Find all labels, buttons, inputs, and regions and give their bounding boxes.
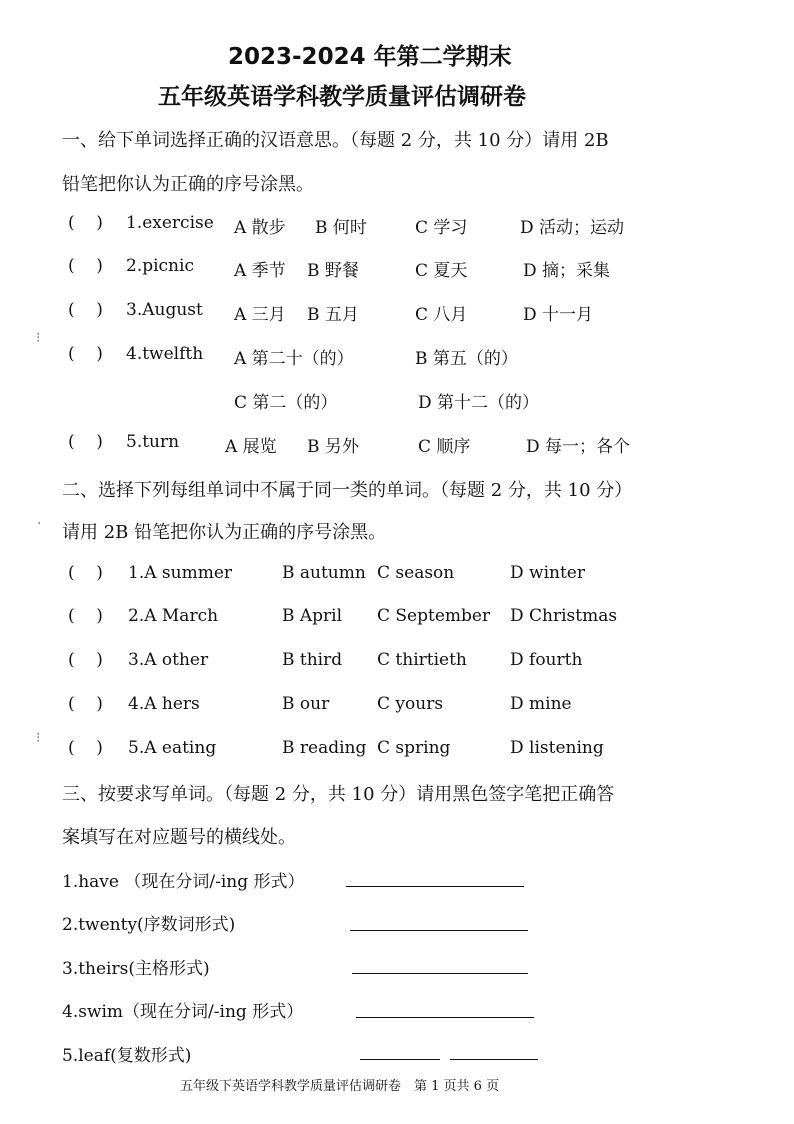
- option-c: C 第二（的）: [234, 393, 338, 413]
- option-d: D 每一；各个: [526, 437, 631, 457]
- option-a: A 展览: [225, 437, 277, 457]
- option-b: B autumn: [282, 563, 366, 583]
- option-a: A 三月: [234, 305, 286, 325]
- answer-blank[interactable]: [450, 1059, 538, 1060]
- option-c: C September: [377, 606, 491, 626]
- question-stem: 5.A eating: [128, 738, 217, 758]
- option-c: C spring: [377, 738, 451, 758]
- option-b: B 何时: [315, 218, 367, 238]
- answer-paren[interactable]: ( ): [68, 344, 103, 364]
- answer-paren[interactable]: ( ): [68, 738, 103, 758]
- answer-blank[interactable]: [346, 886, 524, 887]
- option-b: B our: [282, 694, 330, 714]
- option-b: B 第五（的）: [415, 349, 518, 369]
- option-c: C 夏天: [415, 261, 468, 281]
- section2-instruction: 二、选择下列每组单词中不属于同一类的单词。（每题 2 分，共 10 分）: [62, 480, 633, 501]
- question-stem: 3.August: [126, 300, 203, 320]
- scan-mark: ⁝: [36, 330, 41, 346]
- answer-paren[interactable]: ( ): [68, 213, 103, 233]
- answer-paren[interactable]: ( ): [68, 650, 103, 670]
- fill-item-label: 2.twenty(序数词形式): [62, 915, 236, 935]
- answer-paren[interactable]: ( ): [68, 606, 103, 626]
- answer-blank[interactable]: [360, 1059, 440, 1060]
- scan-mark: ⁝: [36, 730, 41, 746]
- answer-blank[interactable]: [350, 930, 528, 931]
- section3-instruction-cont: 案填写在对应题号的横线处。: [62, 827, 296, 848]
- answer-blank[interactable]: [352, 973, 528, 974]
- section3-instruction: 三、按要求写单词。（每题 2 分，共 10 分）请用黑色签字笔把正确答: [62, 784, 615, 805]
- option-b: B 五月: [307, 305, 359, 325]
- question-stem: 3.A other: [128, 650, 209, 670]
- answer-paren[interactable]: ( ): [68, 563, 103, 583]
- option-c: C season: [377, 563, 455, 583]
- option-d: D Christmas: [510, 606, 618, 626]
- option-d: D listening: [510, 738, 604, 758]
- fill-item-label: 4.swim（现在分词/-ing 形式）: [62, 1002, 304, 1022]
- question-stem: 2.picnic: [126, 256, 194, 276]
- section2-instruction-cont: 请用 2B 铅笔把你认为正确的序号涂黑。: [62, 522, 387, 543]
- option-a: A 散步: [234, 218, 286, 238]
- option-c: C 学习: [415, 218, 468, 238]
- question-stem: 1.exercise: [126, 213, 214, 233]
- question-stem: 5.turn: [126, 432, 180, 452]
- option-c: C 顺序: [418, 437, 471, 457]
- option-c: C thirtieth: [377, 650, 467, 670]
- page-title: 2023-2024 年第二学期末: [228, 44, 512, 70]
- option-b: B April: [282, 606, 343, 626]
- section1-instruction-cont: 铅笔把你认为正确的序号涂黑。: [62, 174, 314, 195]
- page-footer: 五年级下英语学科教学质量评估调研卷 第 1 页共 6 页: [180, 1079, 500, 1094]
- option-d: D 活动；运动: [520, 218, 625, 238]
- option-c: C yours: [377, 694, 444, 714]
- fill-item-label: 5.leaf(复数形式): [62, 1046, 192, 1066]
- option-a: A 第二十（的）: [234, 349, 354, 369]
- option-b: B reading: [282, 738, 367, 758]
- fill-item-label: 1.have （现在分词/-ing 形式）: [62, 872, 305, 892]
- option-a: A 季节: [234, 261, 286, 281]
- option-b: B 另外: [307, 437, 359, 457]
- section1-instruction: 一、给下单词选择正确的汉语意思。（每题 2 分，共 10 分）请用 2B: [62, 130, 609, 151]
- option-d: D fourth: [510, 650, 583, 670]
- question-stem: 4.twelfth: [126, 344, 204, 364]
- option-d: D 十一月: [523, 305, 594, 325]
- option-b: B 野餐: [307, 261, 359, 281]
- option-d: D winter: [510, 563, 585, 583]
- answer-paren[interactable]: ( ): [68, 300, 103, 320]
- answer-blank[interactable]: [356, 1017, 534, 1018]
- question-stem: 4.A hers: [128, 694, 200, 714]
- fill-item-label: 3.theirs(主格形式): [62, 959, 210, 979]
- answer-paren[interactable]: ( ): [68, 694, 103, 714]
- option-d: D mine: [510, 694, 572, 714]
- option-d: D 摘；采集: [523, 261, 611, 281]
- page-subtitle: 五年级英语学科教学质量评估调研卷: [158, 84, 526, 110]
- option-d: D 第十二（的）: [418, 393, 540, 413]
- scan-mark: ·: [37, 516, 42, 532]
- question-stem: 2.A March: [128, 606, 219, 626]
- option-c: C 八月: [415, 305, 468, 325]
- option-b: B third: [282, 650, 343, 670]
- answer-paren[interactable]: ( ): [68, 256, 103, 276]
- question-stem: 1.A summer: [128, 563, 233, 583]
- answer-paren[interactable]: ( ): [68, 432, 103, 452]
